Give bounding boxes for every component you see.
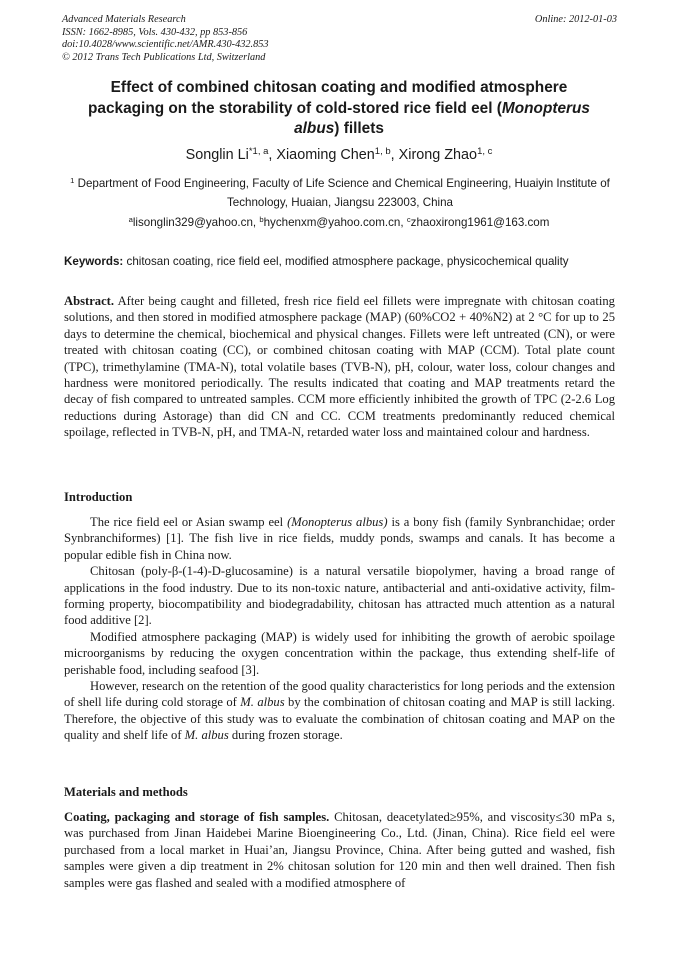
intro-p1-species: (Monopterus albus)	[287, 515, 388, 529]
paper-title	[40, 78, 638, 140]
intro-paragraph-3: Modified atmosphere packaging (MAP) is widely used for inhibiting the growth of aerobic spoilage microorganisms by reducing the oxygen concentration within the package, thus extending shelf-life of perishable food, including seafood [3].	[64, 629, 615, 677]
journal-issn: ISSN: 1662-8985, Vols. 430-432, pp 853-856	[62, 26, 248, 38]
intro-paragraph-1	[64, 514, 615, 563]
author-name: Xiaoming Chen	[276, 147, 375, 163]
title-line-3-text: ) fillets	[334, 120, 384, 137]
title-species-genus: Monopterus	[501, 99, 590, 117]
email-link[interactable]: hychenxm@yahoo.com.cn,	[263, 216, 404, 229]
abstract-text: After being caught and filleted, fresh rice field eel fillets were impregnate with chitosan coating solutions, and then stored in modified atmosphere package (MAP) (60%CO2 + 40%N2) at 2 °C for up to 25 days to determine the chemical, biochemical and physical changes. Fillets were left untreated (CN), or were treated with chitosan coating (CC), or combined chitosan coating with MAP (CCM). Total plate count (TPC), trimethylamine (TMA-N), total volatile bases (TVB-N), pH, colour, water loss, colour changes and hardness were monitored periodically. The results indicated that coating and MAP treatments retard the decay of fish compared to untreated samples. CCM more efficiently inhibited the growth of TPC (2-2.6 Log reductions during Astorage) than did CN and CC. CCM treatments predominantly reduced chemical spoilage, reflected in TVB-N, pH, and TMA-N, retarded water loss and maintained colour and hardness.	[64, 294, 615, 440]
abstract-label: Abstract.	[64, 294, 115, 308]
author-emails	[40, 215, 638, 230]
keywords-text: chitosan coating, rice field eel, modified atmosphere package, physicochemical quality	[126, 255, 569, 268]
author-list: Songlin Li$^{*1, a}$, Xiaoming Chen$^{1, b}$, Xirong Zhao$^{1, c}$	[185, 145, 493, 163]
affiliation-text: Department of Food Engineering, Faculty of Life Science and Chemical Engineering, Huaiyin Institute of Technology, Huaian, Jiangsu 223003, China	[77, 177, 610, 209]
intro-p1-text-b: is a bony fish (family Synbranchidae; order Synbranchiformes) [1]. The fish live in rice fields, muddy ponds, swamps and canals. It has become a popular edible fish in China now.	[64, 515, 615, 562]
online-date: Online: 2012-01-03	[534, 14, 617, 25]
intro-p4-text-a: However, research on the retention of the good quality characteristics for long periods and the extension of shell life during cold storage of	[64, 679, 615, 710]
title-line-2-text: packaging on the storability of cold-stored rice field eel (	[88, 99, 502, 117]
introduction-heading: Introduction	[64, 490, 133, 504]
abstract	[64, 293, 615, 441]
intro-paragraph-4	[64, 678, 615, 744]
title-line-1: Effect of combined chitosan coating and modified atmosphere	[110, 79, 568, 96]
author-name: Xirong Zhao	[398, 147, 478, 163]
intro-p4-text-c: during frozen storage.	[228, 728, 343, 743]
email-sup: a	[128, 214, 133, 224]
author-sup: 1, c	[477, 145, 493, 157]
keywords	[64, 254, 624, 269]
methods-text: Chitosan, deacetylated≥95%, and viscosity≤30 mPa s, was purchased from Jinan Haidebei Marine Bioengineering Co., Ltd. (Jinan, China). Rice field eel were purchased from a local market in Huai’an, Jiangsu Province, China. After being gutted and washed, fish samples were given a dip treatment in 2% chitosan solution for 120 min and then well drained. Then fish samples were gas flashed and sealed with a modified atmosphere of	[64, 810, 615, 890]
introduction-body	[64, 514, 615, 744]
email-sup: b	[259, 214, 264, 224]
keywords-label: Keywords:	[64, 255, 124, 268]
email-sup: c	[406, 214, 411, 224]
title-line-3	[40, 119, 638, 140]
methods-heading: Materials and methods	[64, 785, 188, 799]
affiliation	[70, 174, 610, 212]
methods-body	[64, 809, 615, 891]
title-species-epithet: albus	[294, 120, 335, 137]
intro-paragraph-2: Chitosan (poly-β-(1-4)-D-glucosamine) is a natural versatile biopolymer, having a broad range of applications in the food industry. Due to its non-toxic nature, antibacterial and anti-oxidative activity, film-forming property, biocompatibility and biodegradability, chitosan has attracted much attention as a natural food additive [2].	[64, 564, 615, 628]
author-sup: *1, a	[248, 145, 269, 157]
journal-name: Advanced Materials Research	[62, 14, 186, 25]
email-link[interactable]: lisonglin329@yahoo.cn,	[132, 216, 257, 229]
affiliation-sup: 1	[70, 175, 75, 185]
journal-doi: doi:10.4028/www.scientific.net/AMR.430-432.853	[62, 39, 269, 50]
email-link[interactable]: zhaoxirong1961@163.com	[410, 216, 550, 229]
title-line-2	[40, 99, 638, 120]
intro-p4-species-1: M. albus	[240, 695, 285, 710]
author-name: Songlin Li	[185, 147, 249, 163]
journal-header	[62, 14, 617, 64]
intro-p4-text-b: by the combination of chitosan coating and MAP is still lacking. Therefore, the objective of this study was to evaluate the combination of chitosan coating and MAP on the quality and shelf life of	[64, 695, 616, 743]
intro-p4-species-2: M. albus	[184, 728, 229, 743]
intro-p1-text-a: The rice field eel or Asian swamp eel	[90, 515, 288, 529]
author-sup: 1, b	[374, 145, 391, 157]
journal-copyright: © 2012 Trans Tech Publications Ltd, Switzerland	[62, 51, 266, 63]
methods-subheading: Coating, packaging and storage of fish samples.	[64, 810, 330, 824]
